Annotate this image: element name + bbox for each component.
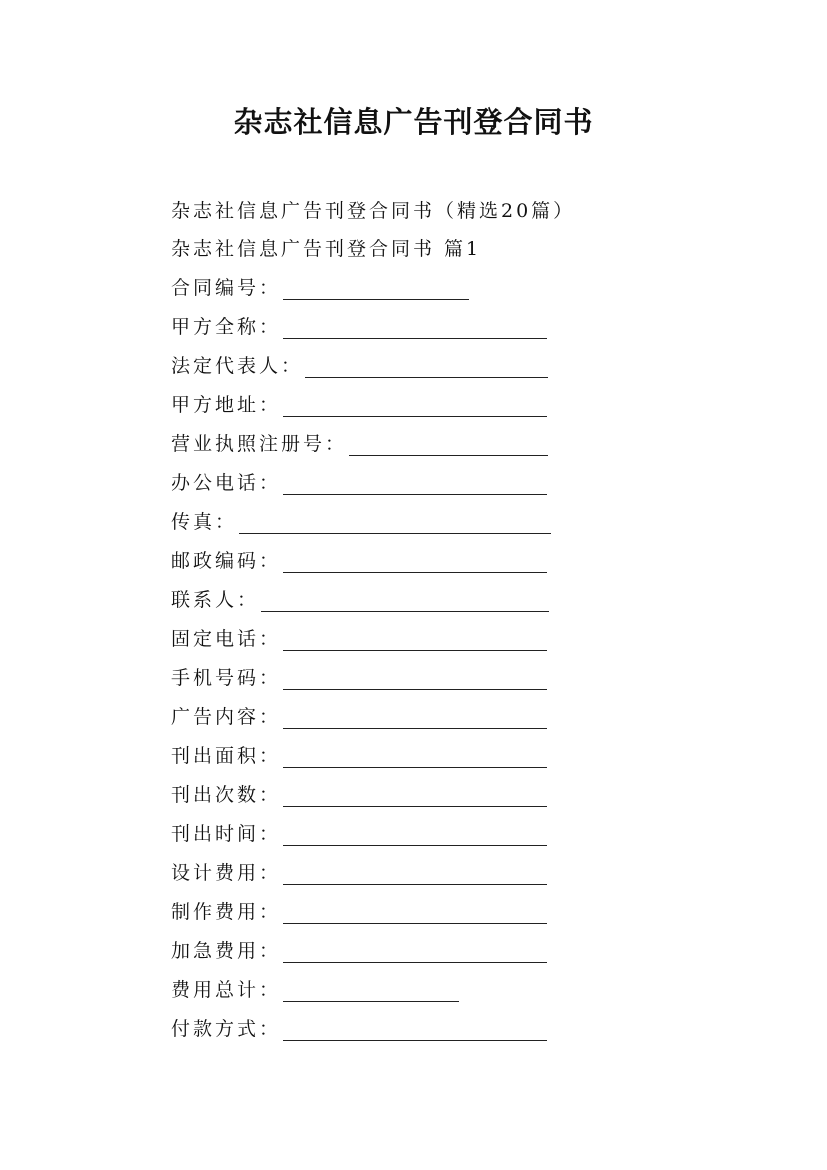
field-label: 联系人：: [171, 589, 260, 611]
field-ad-content: [171, 705, 547, 729]
fill-blank[interactable]: [283, 864, 547, 885]
field-label: 手机号码：: [171, 667, 282, 689]
fill-blank[interactable]: [283, 786, 547, 807]
field-legal-representative: [171, 354, 548, 378]
field-label: 刊出时间：: [171, 823, 282, 845]
field-label: 制作费用：: [171, 901, 282, 923]
fill-blank[interactable]: [283, 708, 547, 729]
fill-blank[interactable]: [283, 669, 547, 690]
field-label: 邮政编码：: [171, 550, 282, 572]
field-production-fee: [171, 900, 547, 924]
field-publish-time: [171, 822, 547, 846]
field-publish-area: [171, 744, 547, 768]
field-postal-code: [171, 549, 547, 573]
part-subtitle: 杂志社信息广告刊登合同书 篇1: [171, 238, 482, 260]
field-label: 甲方地址：: [171, 394, 282, 416]
field-label: 刊出面积：: [171, 745, 282, 767]
fill-blank[interactable]: [283, 396, 547, 417]
field-label: 付款方式：: [171, 1018, 282, 1040]
field-landline: [171, 627, 547, 651]
collection-subtitle: 杂志社信息广告刊登合同书（精选20篇）: [171, 200, 576, 222]
field-payment-method: [171, 1017, 547, 1041]
field-label: 费用总计：: [171, 979, 282, 1001]
field-label: 固定电话：: [171, 628, 282, 650]
fill-blank[interactable]: [283, 279, 469, 300]
field-label: 办公电话：: [171, 472, 282, 494]
field-rush-fee: [171, 939, 547, 963]
field-label: 营业执照注册号：: [171, 433, 348, 455]
fill-blank[interactable]: [283, 474, 547, 495]
fill-blank[interactable]: [283, 552, 547, 573]
fill-blank[interactable]: [349, 435, 548, 456]
field-contract-number: [171, 276, 469, 300]
field-design-fee: [171, 861, 547, 885]
field-label: 传真：: [171, 511, 238, 533]
fill-blank[interactable]: [239, 513, 551, 534]
field-total-fee: [171, 978, 459, 1002]
field-label: 设计费用：: [171, 862, 282, 884]
field-office-phone: [171, 471, 547, 495]
fill-blank[interactable]: [305, 357, 548, 378]
fill-blank[interactable]: [261, 591, 549, 612]
field-contact-person: [171, 588, 549, 612]
field-business-license: [171, 432, 548, 456]
field-mobile: [171, 666, 547, 690]
field-label: 加急费用：: [171, 940, 282, 962]
field-party-a-address: [171, 393, 547, 417]
field-fax: [171, 510, 551, 534]
fill-blank[interactable]: [283, 747, 547, 768]
document-title: 杂志社信息广告刊登合同书: [233, 105, 594, 139]
field-party-a-name: [171, 315, 547, 339]
fill-blank[interactable]: [283, 825, 547, 846]
fill-blank[interactable]: [283, 981, 459, 1002]
fill-blank[interactable]: [283, 318, 547, 339]
field-label: 甲方全称：: [171, 316, 282, 338]
field-label: 合同编号：: [171, 277, 282, 299]
field-label: 广告内容：: [171, 706, 282, 728]
fill-blank[interactable]: [283, 630, 547, 651]
fill-blank[interactable]: [283, 903, 547, 924]
field-label: 刊出次数：: [171, 784, 282, 806]
field-label: 法定代表人：: [171, 355, 304, 377]
field-publish-count: [171, 783, 547, 807]
fill-blank[interactable]: [283, 942, 547, 963]
fill-blank[interactable]: [283, 1020, 547, 1041]
